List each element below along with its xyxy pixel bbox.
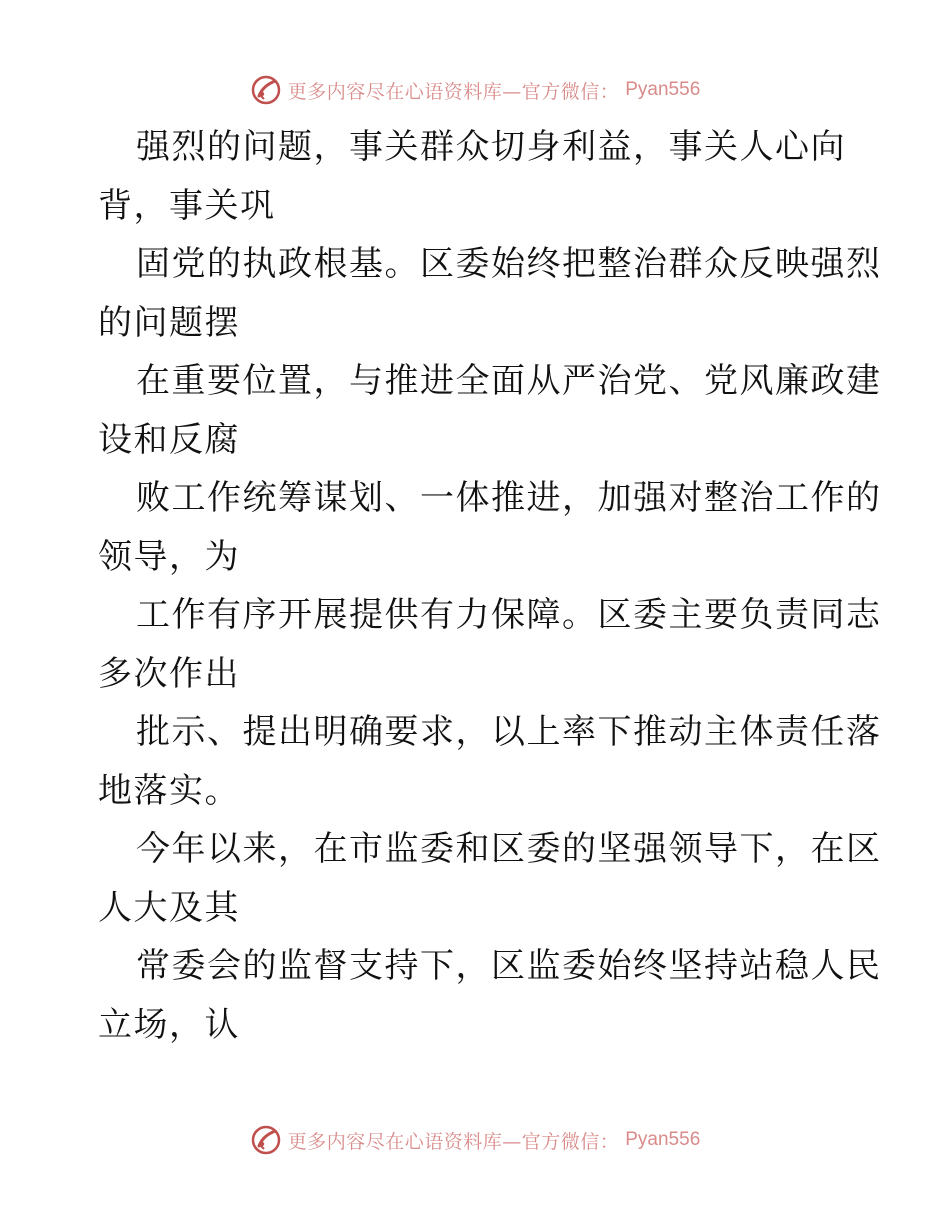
brush-logo-icon — [250, 74, 282, 106]
text-line: 立场，认 — [98, 1004, 240, 1045]
footer-watermark — [0, 1120, 950, 1160]
text-line: 地落实。 — [98, 770, 240, 811]
text-line: 领导，为 — [98, 536, 240, 577]
watermark-text: 更多内容尽在心语资料库—官方微信： — [287, 80, 620, 103]
text-line: 常委会的监督支持下，区监委始终坚持站稳人民 — [136, 946, 882, 986]
text-line: 的问题摆 — [98, 302, 240, 343]
text-line: 背，事关巩 — [98, 185, 276, 226]
text-line: 人大及其 — [98, 887, 240, 928]
watermark-wechat-id: Pyan556 — [625, 79, 701, 100]
text-line: 在重要位置，与推进全面从严治党、党风廉政建 — [136, 361, 882, 401]
text-line: 设和反腐 — [98, 419, 240, 460]
text-line: 固党的执政根基。区委始终把整治群众反映强烈 — [136, 244, 882, 284]
text-line: 工作有序开展提供有力保障。区委主要负责同志 — [136, 595, 882, 635]
text-line: 多次作出 — [98, 653, 240, 694]
document-body — [98, 118, 882, 1054]
watermark-wechat-id: Pyan556 — [625, 1129, 701, 1150]
header-watermark — [0, 70, 950, 110]
brush-logo-icon — [250, 1124, 282, 1156]
text-line: 强烈的问题，事关群众切身利益，事关人心向 — [136, 127, 846, 167]
watermark-text: 更多内容尽在心语资料库—官方微信： — [287, 1130, 620, 1153]
text-line: 批示、提出明确要求，以上率下推动主体责任落 — [136, 712, 882, 752]
text-line: 今年以来，在市监委和区委的坚强领导下，在区 — [136, 829, 882, 869]
text-line: 败工作统筹谋划、一体推进，加强对整治工作的 — [136, 478, 882, 518]
